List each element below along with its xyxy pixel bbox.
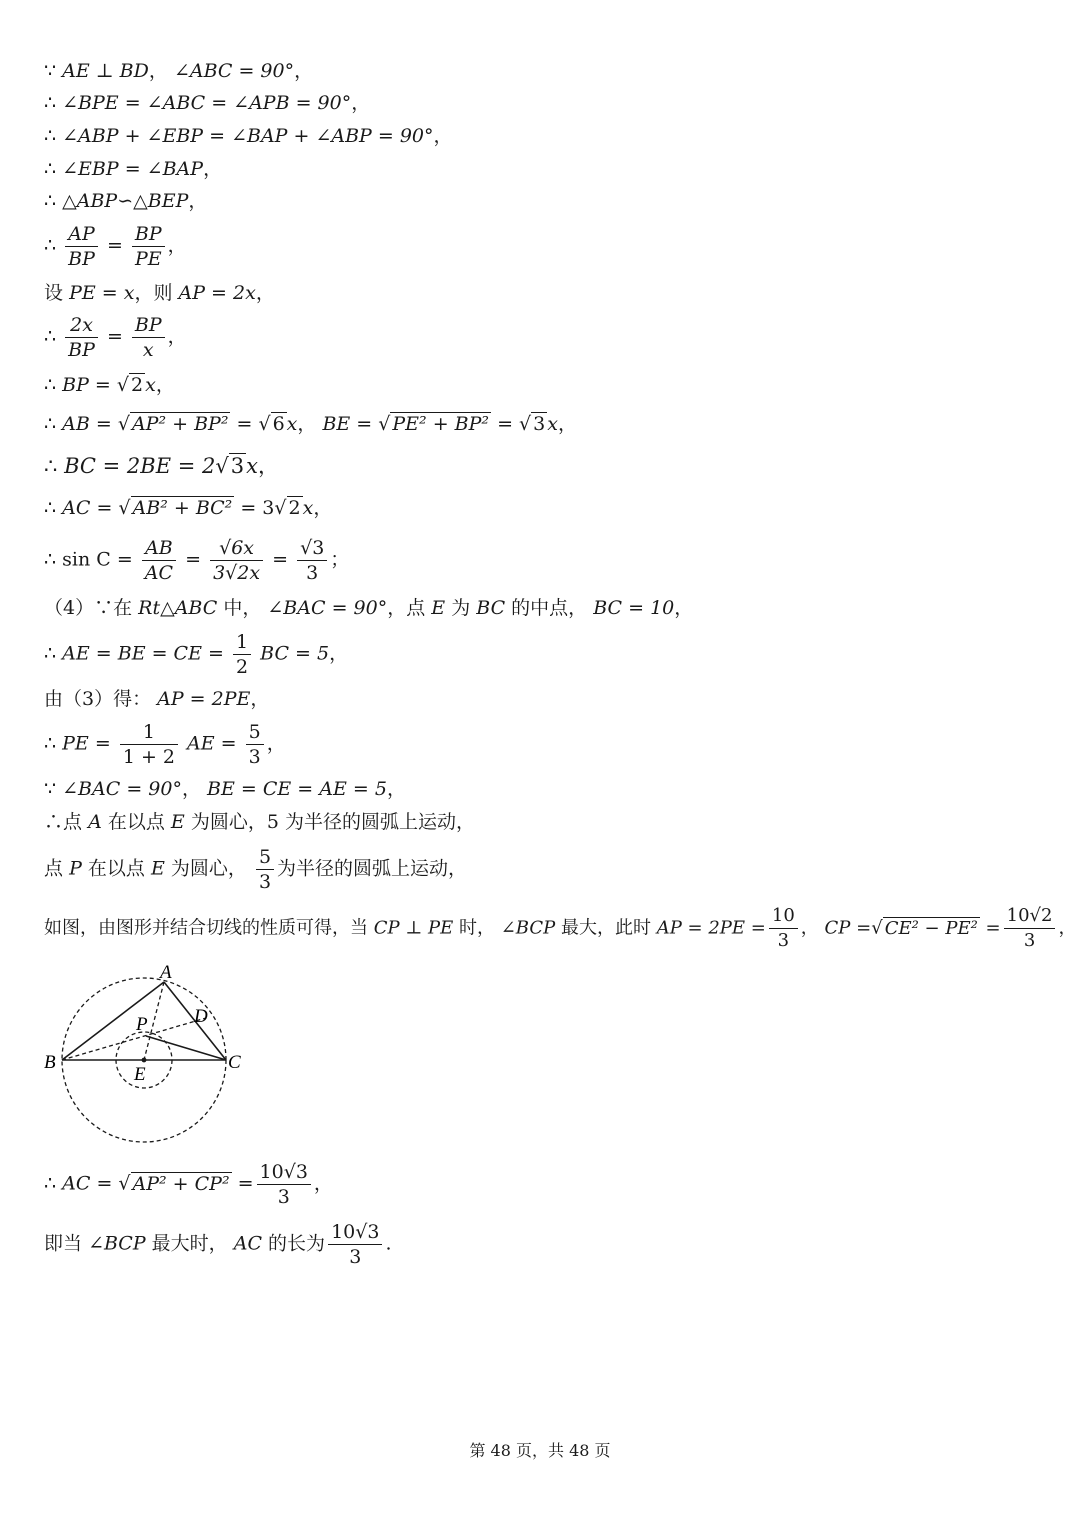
- fraction: [132, 313, 165, 362]
- punct: ，: [250, 688, 270, 710]
- math-expr: AE =: [187, 732, 237, 755]
- text: 设: [44, 282, 64, 304]
- punct: ，: [203, 158, 223, 180]
- math-expr: PE =: [62, 732, 111, 755]
- punct: ，: [148, 60, 168, 82]
- punct: ，: [386, 778, 406, 800]
- point-e-dot: [142, 1058, 147, 1063]
- text: ，则: [134, 282, 173, 304]
- therefore-symbol: ∴: [44, 92, 57, 114]
- math-expr: AC =: [62, 497, 113, 519]
- punct: .: [385, 1232, 392, 1255]
- therefore-symbol: ∴: [44, 413, 57, 435]
- proof-line-13: [44, 536, 349, 585]
- label-b: B: [44, 1052, 56, 1073]
- math-expr: x: [145, 374, 156, 396]
- therefore-symbol: ∴: [44, 325, 57, 348]
- punct: ，: [297, 413, 317, 435]
- math-expr: E: [170, 811, 185, 833]
- therefore-symbol: ∴: [44, 190, 57, 212]
- text: 的长为: [268, 1232, 326, 1255]
- proof-line-11: [44, 455, 279, 477]
- math-expr: ∠BAC = 90°: [267, 597, 388, 619]
- numerator: 10√2: [1004, 904, 1056, 929]
- radicand: PE² + BP²: [392, 413, 490, 435]
- text: 中，: [223, 597, 262, 619]
- page-footer: 第 48 页，共 48 页: [469, 1441, 611, 1460]
- math-expr: sin C =: [62, 548, 133, 571]
- label-d: D: [194, 1006, 208, 1027]
- numerator: 10√3: [328, 1220, 382, 1245]
- proof-line-15: [44, 630, 348, 679]
- punct: ，: [674, 597, 694, 619]
- radicand: AP² + BP²: [131, 413, 229, 435]
- punct: ，: [167, 234, 187, 257]
- punct: ，: [800, 917, 819, 939]
- proof-line-23: [44, 1220, 391, 1269]
- therefore-symbol: ∴: [44, 497, 57, 519]
- proof-line-22: [44, 1160, 333, 1209]
- math-expr: CP ⊥ PE: [373, 917, 454, 939]
- math-expr: x: [302, 497, 314, 519]
- math-expr: BC = 10: [593, 597, 675, 619]
- punct: ，: [329, 642, 349, 665]
- denominator: 1 + 2: [122, 746, 175, 768]
- segment-bd: [62, 1018, 206, 1060]
- text: 在以点: [107, 811, 165, 833]
- fraction: [328, 1220, 382, 1269]
- text: 由（3）得：: [44, 688, 152, 710]
- proof-line-5: [44, 190, 207, 212]
- label-p: P: [136, 1014, 148, 1035]
- punct: ；: [330, 548, 350, 571]
- denominator: 3√2x: [213, 562, 261, 584]
- text: 在以点: [87, 857, 145, 880]
- text: 时，: [458, 917, 495, 939]
- math-expr: x: [547, 413, 558, 435]
- text: 为圆心，5 为半径的圆弧上运动，: [190, 811, 475, 833]
- denominator: BP: [68, 248, 95, 270]
- punct: ，: [188, 190, 208, 212]
- punct: ，: [351, 92, 371, 114]
- label-c: C: [228, 1052, 241, 1073]
- text: 如图，由图形并结合切线的性质可得，当: [44, 917, 368, 939]
- punct: ，: [257, 454, 279, 478]
- radicand: CE² − PE²: [884, 917, 978, 939]
- denominator: 3: [248, 746, 261, 768]
- proof-line-10: [44, 413, 577, 435]
- punct: ，: [313, 1172, 333, 1195]
- radicand: 6: [272, 413, 285, 435]
- text: （4）∵在: [44, 597, 133, 619]
- punct: ，: [313, 497, 333, 519]
- radical-sign: √: [118, 497, 131, 519]
- numerator: √6x: [210, 536, 263, 561]
- fraction: [65, 313, 98, 362]
- proof-line-21: [44, 904, 1076, 953]
- punct: ，: [433, 125, 453, 147]
- text: 最大，此时: [560, 917, 651, 939]
- therefore-symbol: ∴: [44, 548, 57, 571]
- numerator: AB: [142, 536, 176, 561]
- math-expr: BC: [476, 597, 506, 619]
- math-expr: BC = 5: [260, 642, 330, 665]
- numerator: 5: [256, 845, 274, 870]
- math-expr: ∠ABP + ∠EBP = ∠BAP + ∠ABP = 90°: [62, 125, 434, 147]
- math-expr: ∠BAC = 90°: [62, 778, 182, 800]
- numerator: 1: [233, 630, 251, 655]
- radical-sign: √: [117, 413, 130, 435]
- fraction: [65, 222, 98, 271]
- radical-sign: √: [274, 497, 287, 519]
- segment-ba: [62, 982, 164, 1060]
- proof-line-8: [44, 313, 187, 362]
- equals: =: [236, 413, 253, 435]
- numerator: 10: [769, 904, 798, 929]
- denominator: 3: [258, 871, 272, 893]
- proof-line-17: [44, 720, 286, 769]
- proof-line-12: [44, 497, 332, 519]
- therefore-symbol: ∴: [44, 732, 57, 755]
- denominator: 3: [306, 562, 319, 584]
- radical-sign: √: [215, 454, 229, 478]
- radicand: 3: [230, 454, 245, 478]
- equals: =: [985, 917, 1001, 939]
- equals: =: [497, 413, 513, 435]
- proof-line-19: [44, 811, 475, 833]
- math-expr: AC =: [62, 1172, 113, 1195]
- proof-line-4: [44, 158, 222, 180]
- text: 即当: [44, 1232, 83, 1255]
- math-expr: ∠BCP: [500, 917, 556, 939]
- text: 为圆心，: [170, 857, 247, 880]
- therefore-symbol: ∴: [44, 234, 57, 257]
- punct: ，: [155, 374, 175, 396]
- radicand: AP² + CP²: [132, 1172, 230, 1195]
- label-a: A: [160, 962, 172, 983]
- proof-line-18: [44, 778, 406, 800]
- text: 点: [44, 857, 64, 880]
- math-expr: BE = CE = AE = 5: [207, 778, 387, 800]
- therefore-symbol: ∴: [44, 1172, 57, 1195]
- denominator: x: [142, 339, 154, 361]
- therefore-symbol: ∴: [44, 158, 57, 180]
- math-expr: AB =: [62, 413, 112, 435]
- math-expr: BC = 2BE = 2: [64, 454, 216, 478]
- fraction: [120, 720, 178, 769]
- text: ，点: [387, 597, 426, 619]
- math-expr: ∠BPE = ∠ABC = ∠APB = 90°: [62, 92, 352, 114]
- punct: ，: [266, 732, 286, 755]
- fraction: [246, 720, 264, 769]
- math-expr: △ABP∽△BEP: [62, 190, 189, 212]
- text: 为半径的圆弧上运动，: [277, 857, 468, 880]
- radicand: 2: [131, 374, 144, 396]
- fraction: [132, 222, 165, 271]
- numerator: 5: [246, 720, 264, 745]
- math-expr: ∠ABC = 90°: [173, 60, 295, 82]
- numerator: √3: [297, 536, 327, 561]
- denominator: 3: [777, 930, 790, 951]
- geometry-figure: [40, 960, 260, 1150]
- equals: =: [237, 1172, 254, 1195]
- because-symbol: ∵: [44, 60, 57, 82]
- proof-line-1: [44, 60, 313, 82]
- proof-line-14: [44, 597, 693, 619]
- text: 最大时，: [151, 1232, 228, 1255]
- math-expr: PE = x: [69, 282, 135, 304]
- math-expr: AP = 2x: [178, 282, 256, 304]
- therefore-symbol: ∴: [44, 642, 57, 665]
- math-expr: x: [246, 454, 258, 478]
- denominator: 2: [235, 656, 249, 678]
- punct: ，: [167, 325, 187, 348]
- therefore-symbol: ∴: [44, 454, 58, 478]
- fraction: [297, 536, 327, 585]
- proof-line-16: [44, 688, 269, 710]
- numerator: 10√3: [257, 1160, 311, 1185]
- denominator: PE: [134, 248, 162, 270]
- math-expr: E: [431, 597, 446, 619]
- punct: ，: [294, 60, 314, 82]
- numerator: BP: [132, 222, 165, 247]
- math-expr: ∠EBP = ∠BAP: [62, 158, 204, 180]
- math-expr: BP =: [62, 374, 111, 396]
- math-expr: ∠BCP: [88, 1232, 146, 1255]
- equals: =: [106, 234, 123, 257]
- therefore-symbol: ∴: [44, 125, 57, 147]
- fraction: [210, 536, 263, 585]
- radicand: 3: [533, 413, 546, 435]
- fraction: [142, 536, 176, 585]
- math-expr: AE = BE = CE =: [62, 642, 224, 665]
- equals: =: [272, 548, 289, 571]
- denominator: AC: [144, 562, 174, 584]
- numerator: BP: [132, 313, 165, 338]
- fraction: [1004, 904, 1056, 953]
- proof-line-6: [44, 222, 187, 271]
- radical-sign: √: [378, 413, 391, 435]
- math-expr: P: [69, 857, 82, 880]
- math-expr: AC: [233, 1232, 262, 1255]
- proof-line-2: [44, 92, 370, 114]
- math-expr: E: [150, 857, 165, 880]
- math-expr: Rt△ABC: [138, 597, 218, 619]
- denominator: 3: [1023, 930, 1036, 951]
- radical-sign: √: [118, 1172, 131, 1195]
- math-expr: AP = 2PE =: [656, 917, 766, 939]
- math-expr: AP = 2PE: [157, 688, 251, 710]
- radical-sign: √: [871, 917, 883, 939]
- radical-sign: √: [258, 413, 271, 435]
- fraction: [257, 1160, 311, 1209]
- proof-line-3: [44, 125, 453, 147]
- punct: ，: [255, 282, 275, 304]
- punct: ，: [181, 778, 201, 800]
- text: 的中点，: [511, 597, 588, 619]
- therefore-symbol: ∴: [44, 374, 57, 396]
- proof-line-9: [44, 374, 175, 396]
- radicand: 2: [288, 497, 301, 519]
- label-e: E: [134, 1064, 146, 1085]
- math-expr: CP =: [824, 917, 872, 939]
- numerator: AP: [65, 222, 98, 247]
- denominator: BP: [68, 339, 95, 361]
- punct: ，: [557, 413, 577, 435]
- text: ∴点: [44, 811, 83, 833]
- equals: =: [106, 325, 123, 348]
- math-expr: A: [88, 811, 102, 833]
- proof-line-7: [44, 282, 275, 304]
- fraction: [233, 630, 251, 679]
- radical-sign: √: [519, 413, 532, 435]
- equals: =: [185, 548, 202, 571]
- text: 为: [451, 597, 471, 619]
- denominator: 3: [349, 1246, 362, 1268]
- math-expr: AE ⊥ BD: [62, 60, 149, 82]
- segment-pc: [146, 1036, 226, 1060]
- denominator: 3: [277, 1186, 290, 1208]
- numerator: 1: [120, 720, 178, 745]
- radicand: AB² + BC²: [132, 497, 233, 519]
- fraction: [256, 845, 274, 894]
- numerator: 2x: [65, 313, 98, 338]
- proof-line-20: [44, 845, 467, 894]
- fraction: [769, 904, 798, 953]
- math-expr: x: [286, 413, 298, 435]
- radical-sign: √: [116, 374, 130, 396]
- punct: ，: [1058, 917, 1077, 939]
- math-expr: BE =: [322, 413, 373, 435]
- because-symbol: ∵: [44, 778, 57, 800]
- math-expr: = 3: [240, 497, 275, 519]
